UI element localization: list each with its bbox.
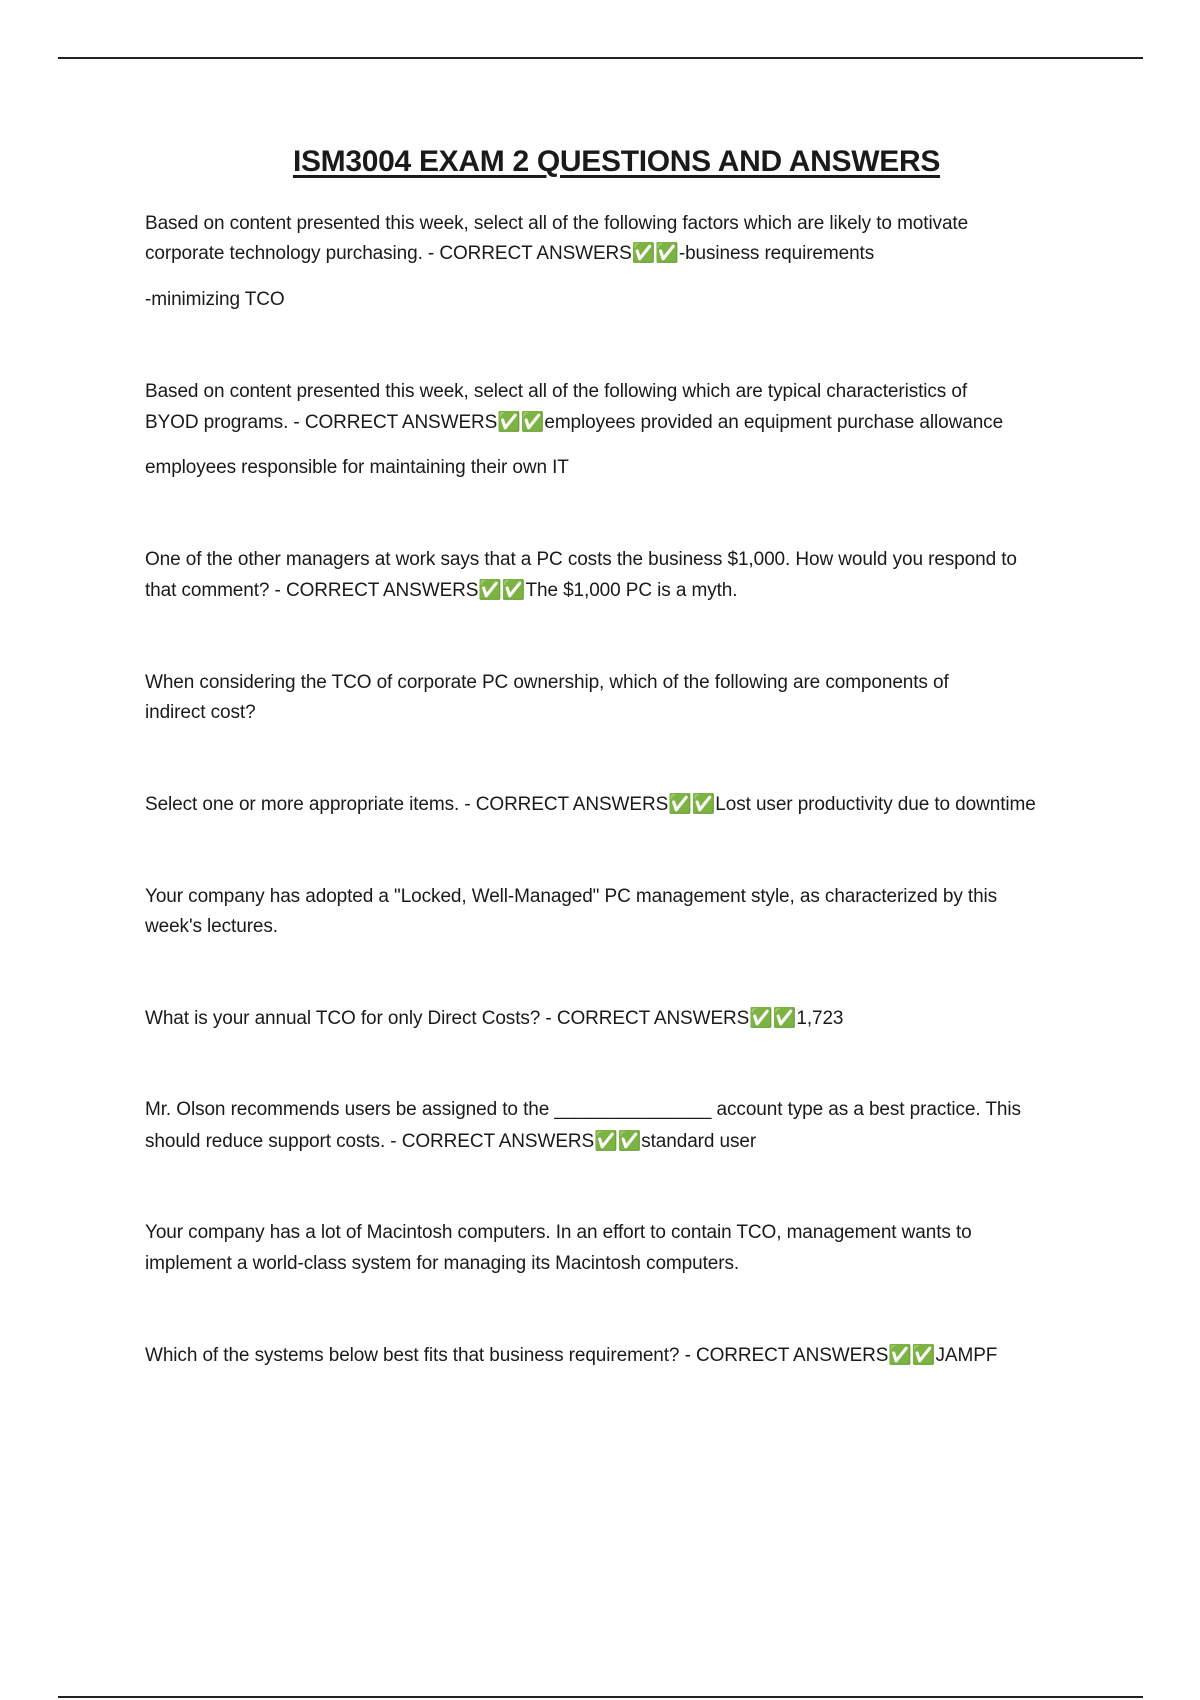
text-line: BYOD programs. - CORRECT ANSWERS✅✅employees provided an equipment purchase allowance bbox=[145, 412, 1004, 433]
text-line: indirect cost? bbox=[145, 702, 256, 723]
text-line: Which of the systems below best fits that business requirement? - CORRECT ANSWERS✅✅JAMPF bbox=[145, 1345, 998, 1366]
text-line: Based on content presented this week, select all of the following factors which are likely to motivate bbox=[145, 213, 969, 234]
top-rule bbox=[58, 57, 1143, 59]
text-line: Based on content presented this week, select all of the following which are typical characteristics of bbox=[145, 381, 968, 402]
text-line: should reduce support costs. - CORRECT ANSWERS✅✅standard user bbox=[145, 1131, 757, 1152]
text-line: -minimizing TCO bbox=[145, 289, 285, 310]
document-title: ISM3004 EXAM 2 QUESTIONS AND ANSWERS bbox=[292, 145, 941, 178]
text-line: week's lectures. bbox=[145, 916, 278, 937]
text-line: employees responsible for maintaining their own IT bbox=[145, 457, 569, 478]
text-line: Mr. Olson recommends users be assigned to the _______________ account type as a best practice. This bbox=[145, 1099, 1021, 1120]
text-line: When considering the TCO of corporate PC ownership, which of the following are components of bbox=[145, 672, 949, 693]
bottom-rule bbox=[58, 1696, 1143, 1698]
text-line: corporate technology purchasing. - CORRECT ANSWERS✅✅-business requirements bbox=[145, 243, 875, 264]
text-line: Your company has a lot of Macintosh computers. In an effort to contain TCO, management wants to bbox=[145, 1222, 972, 1243]
text-line: One of the other managers at work says that a PC costs the business $1,000. How would you respond to bbox=[145, 549, 1017, 570]
text-line: Select one or more appropriate items. - CORRECT ANSWERS✅✅Lost user productivity due to downtime bbox=[145, 794, 1036, 815]
text-line: implement a world-class system for managing its Macintosh computers. bbox=[145, 1253, 740, 1274]
text-line: that comment? - CORRECT ANSWERS✅✅The $1,000 PC is a myth. bbox=[145, 580, 738, 601]
text-line: What is your annual TCO for only Direct Costs? - CORRECT ANSWERS✅✅1,723 bbox=[145, 1008, 844, 1029]
text-line: Your company has adopted a "Locked, Well-Managed" PC management style, as characterized by this bbox=[145, 886, 998, 907]
